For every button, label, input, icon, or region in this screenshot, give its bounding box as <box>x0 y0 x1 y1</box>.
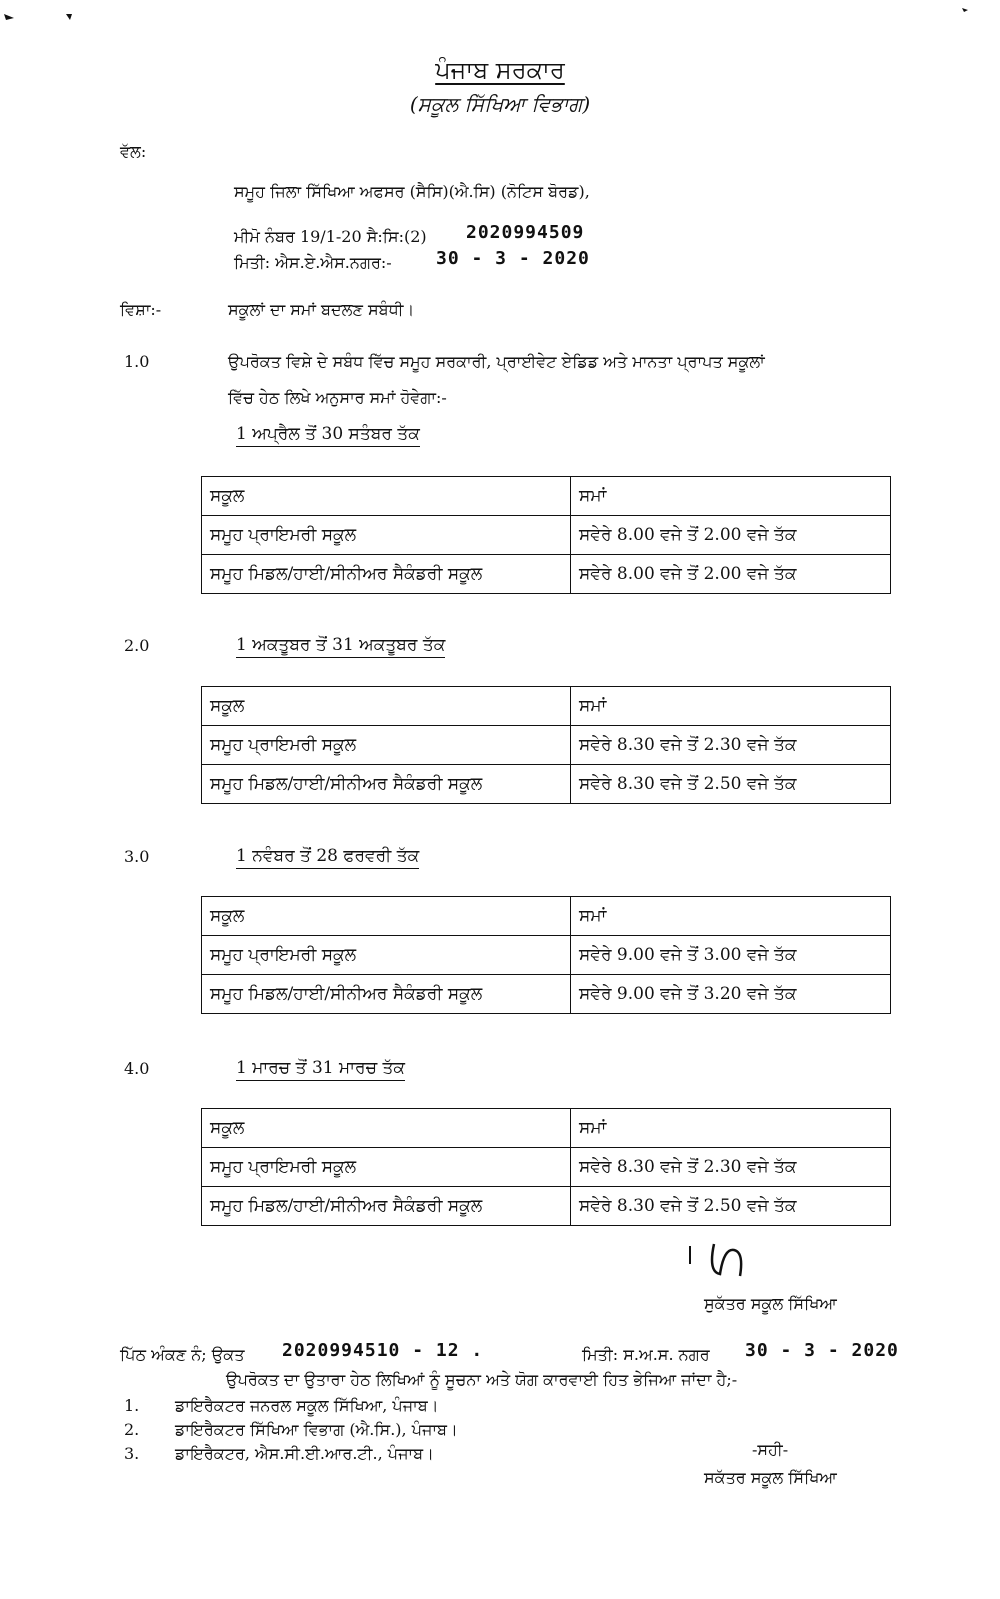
column-header-school: ਸਕੂਲ <box>202 897 571 936</box>
table-row <box>202 1187 891 1226</box>
signatory-title: ਸੁਕੱਤਰ ਸਕੂਲ ਸਿੱਖਿਆ <box>704 1294 837 1313</box>
date-prefix: ਮਿਤੀ: ਐਸ.ਏ.ਐਸ.ਨਗਰ:- <box>234 253 392 272</box>
time-cell: ਸਵੇਰੇ 8.30 ਵਜੇ ਤੋਂ 2.30 ਵਜੇ ਤੱਕ <box>571 726 891 765</box>
time-cell: ਸਵੇਰੇ 9.00 ਵਜੇ ਤੋਂ 3.20 ਵਜੇ ਤੱਕ <box>571 975 891 1014</box>
recipient-item: ਡਾਇਰੈਕਟਰ ਜਨਰਲ ਸਕੂਲ ਸਿੱਖਿਆ, ਪੰਜਾਬ। <box>175 1396 439 1415</box>
intro-line-1: ਉਪਰੋਕਤ ਵਿਸ਼ੇ ਦੇ ਸਬੰਧ ਵਿੱਚ ਸਮੂਹ ਸਰਕਾਰੀ, ਪ੍ਰਾਈਵੇਟ ਏਡਿਡ ਅਤੇ ਮਾਨਤਾ ਪ੍ਰਾਪਤ ਸਕੂਲਾਂ <box>228 352 765 371</box>
memo-date: 30 - 3 - 2020 <box>436 248 590 269</box>
table-header-row <box>202 687 891 726</box>
section-heading: 1 ਅਪ੍ਰੈਲ ਤੋਂ 30 ਸਤੰਬਰ ਤੱਕ <box>236 424 420 447</box>
table-header-row <box>202 1109 891 1148</box>
school-cell: ਸਮੂਹ ਪ੍ਰਾਇਮਰੀ ਸਕੂਲ <box>202 726 571 765</box>
time-cell: ਸਵੇਰੇ 9.00 ਵਜੇ ਤੋਂ 3.00 ਵਜੇ ਤੱਕ <box>571 936 891 975</box>
table-row <box>202 516 891 555</box>
recipient-number: 2. <box>124 1420 140 1439</box>
memo-prefix: ਮੀਮੋ ਨੰਬਰ 19/1-20 ਸੈ:ਸਿ:(2) <box>234 227 427 246</box>
column-header-time: ਸਮਾਂ <box>571 477 891 516</box>
time-cell: ਸਵੇਰੇ 8.00 ਵਜੇ ਤੋਂ 2.00 ਵਜੇ ਤੱਕ <box>571 516 891 555</box>
endorsement-number: 2020994510 - 12 . <box>282 1340 484 1361</box>
schedule-table <box>201 896 891 1014</box>
column-header-school: ਸਕੂਲ <box>202 1109 571 1148</box>
table-row <box>202 1148 891 1187</box>
schedule-table <box>201 1108 891 1226</box>
recipient-number: 1. <box>124 1396 140 1415</box>
recipient-item: ਡਾਇਰੈਕਟਰ, ਐਸ.ਸੀ.ਈ.ਆਰ.ਟੀ., ਪੰਜਾਬ। <box>175 1444 434 1463</box>
column-header-time: ਸਮਾਂ <box>571 897 891 936</box>
table-row <box>202 726 891 765</box>
school-cell: ਸਮੂਹ ਪ੍ਰਾਇਮਰੀ ਸਕੂਲ <box>202 516 571 555</box>
section-number: 4.0 <box>124 1059 150 1078</box>
handwritten-signature <box>684 1238 774 1282</box>
signed-mark: -ਸਹੀ- <box>752 1440 789 1459</box>
school-cell: ਸਮੂਹ ਮਿਡਲ/ਹਾਈ/ਸੀਨੀਅਰ ਸੈਕੰਡਰੀ ਸਕੂਲ <box>202 1187 571 1226</box>
time-cell: ਸਵੇਰੇ 8.30 ਵਜੇ ਤੋਂ 2.50 ਵਜੇ ਤੱਕ <box>571 765 891 804</box>
column-header-school: ਸਕੂਲ <box>202 687 571 726</box>
time-cell: ਸਵੇਰੇ 8.00 ਵਜੇ ਤੋਂ 2.00 ਵਜੇ ਤੱਕ <box>571 555 891 594</box>
school-cell: ਸਮੂਹ ਮਿਡਲ/ਹਾਈ/ਸੀਨੀਅਰ ਸੈਕੰਡਰੀ ਸਕੂਲ <box>202 975 571 1014</box>
scan-marks <box>0 0 1000 40</box>
table-row <box>202 936 891 975</box>
column-header-time: ਸਮਾਂ <box>571 1109 891 1148</box>
table-row <box>202 765 891 804</box>
table-row <box>202 975 891 1014</box>
schedule-table <box>201 476 891 594</box>
school-cell: ਸਮੂਹ ਮਿਡਲ/ਹਾਈ/ਸੀਨੀਅਰ ਸੈਕੰਡਰੀ ਸਕੂਲ <box>202 765 571 804</box>
table-row <box>202 555 891 594</box>
subject-label: ਵਿਸ਼ਾ:- <box>120 300 162 319</box>
endorsement-date-prefix: ਮਿਤੀ: ਸ.ਅ.ਸ. ਨਗਰ <box>582 1345 710 1364</box>
intro-line-2: ਵਿੱਚ ਹੇਠ ਲਿਖੇ ਅਨੁਸਾਰ ਸਮਾਂ ਹੋਵੇਗਾ:- <box>228 388 447 407</box>
schedule-table <box>201 686 891 804</box>
endorsement-date: 30 - 3 - 2020 <box>745 1340 899 1361</box>
section-heading: 1 ਨਵੰਬਰ ਤੋਂ 28 ਫਰਵਰੀ ਤੱਕ <box>236 846 419 869</box>
school-cell: ਸਮੂਹ ਮਿਡਲ/ਹਾਈ/ਸੀਨੀਅਰ ਸੈਕੰਡਰੀ ਸਕੂਲ <box>202 555 571 594</box>
table-header-row <box>202 477 891 516</box>
section-number: 2.0 <box>124 636 150 655</box>
recipient-number: 3. <box>124 1444 140 1463</box>
signatory-title-copy: ਸਕੱਤਰ ਸਕੂਲ ਸਿੱਖਿਆ <box>704 1468 837 1487</box>
memo-number: 2020994509 <box>466 222 585 243</box>
column-header-time: ਸਮਾਂ <box>571 687 891 726</box>
time-cell: ਸਵੇਰੇ 8.30 ਵਜੇ ਤੋਂ 2.30 ਵਜੇ ਤੱਕ <box>571 1148 891 1187</box>
header-department: (ਸਕੂਲ ਸਿੱਖਿਆ ਵਿਭਾਗ) <box>409 92 591 116</box>
section-heading: 1 ਅਕਤੂਬਰ ਤੋਂ 31 ਅਕਤੂਬਰ ਤੱਕ <box>236 635 445 658</box>
to-label: ਵੱਲ: <box>120 142 147 161</box>
school-cell: ਸਮੂਹ ਪ੍ਰਾਇਮਰੀ ਸਕੂਲ <box>202 1148 571 1187</box>
table-header-row <box>202 897 891 936</box>
recipient-line: ਸਮੂਹ ਜਿਲਾ ਸਿੱਖਿਆ ਅਫਸਰ (ਸੈਸਿ)(ਐ.ਸਿ) (ਨੋਟਿਸ ਬੋਰਡ), <box>234 182 590 201</box>
subject-text: ਸਕੂਲਾਂ ਦਾ ਸਮਾਂ ਬਦਲਣ ਸਬੰਧੀ। <box>228 300 415 319</box>
header-title: ਪੰਜਾਬ ਸਰਕਾਰ <box>435 56 565 84</box>
school-cell: ਸਮੂਹ ਪ੍ਰਾਇਮਰੀ ਸਕੂਲ <box>202 936 571 975</box>
time-cell: ਸਵੇਰੇ 8.30 ਵਜੇ ਤੋਂ 2.50 ਵਜੇ ਤੱਕ <box>571 1187 891 1226</box>
endorsement-prefix: ਪਿੱਠ ਅੰਕਣ ਨੰ; ਉਕਤ <box>120 1345 245 1364</box>
endorsement-note: ਉਪਰੋਕਤ ਦਾ ਉਤਾਰਾ ਹੇਠ ਲਿਖਿਆਂ ਨੂੰ ਸੂਚਨਾ ਅਤੇ ਯੋਗ ਕਾਰਵਾਈ ਹਿਤ ਭੇਜਿਆ ਜਾਂਦਾ ਹੈ;- <box>226 1370 738 1389</box>
section-heading: 1 ਮਾਰਚ ਤੋਂ 31 ਮਾਰਚ ਤੱਕ <box>236 1058 405 1081</box>
column-header-school: ਸਕੂਲ <box>202 477 571 516</box>
section-number: 3.0 <box>124 847 150 866</box>
section-number: 1.0 <box>124 352 150 371</box>
recipient-item: ਡਾਇਰੈਕਟਰ ਸਿੱਖਿਆ ਵਿਭਾਗ (ਐ.ਸਿ.), ਪੰਜਾਬ। <box>175 1420 458 1439</box>
